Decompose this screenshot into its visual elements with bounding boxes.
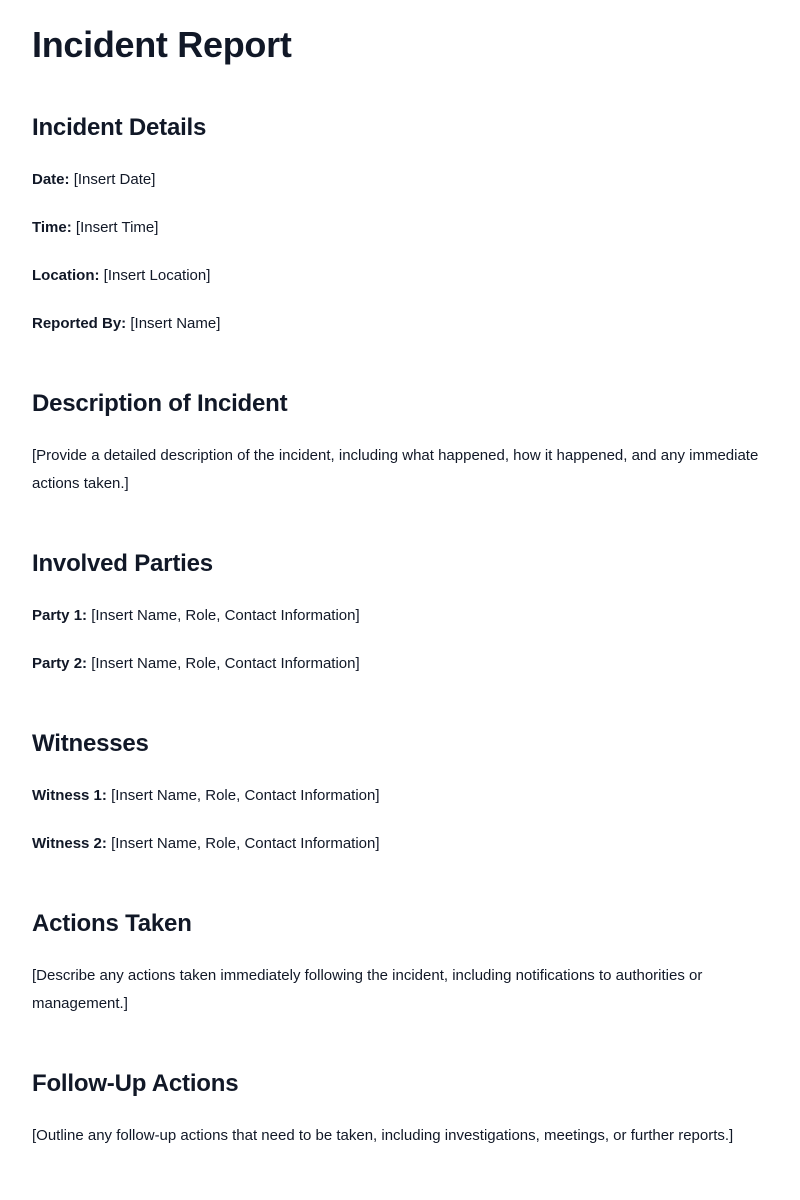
party-1-field (32, 602, 768, 630)
witness-1-value: [Insert Name, Role, Contact Information] (111, 787, 380, 804)
witnesses-heading: Witnesses (32, 730, 149, 757)
follow-up-heading: Follow-Up Actions (32, 1070, 239, 1097)
party-2-field (32, 650, 768, 678)
party-2-value: [Insert Name, Role, Contact Information] (91, 655, 360, 672)
reported-by-label: Reported By: (32, 315, 127, 332)
reported-by-value: [Insert Name] (130, 315, 221, 332)
description-heading: Description of Incident (32, 390, 288, 417)
actions-taken-text: [Describe any actions taken immediately following the incident, including notifications to authorities or management.] (32, 967, 703, 1012)
location-label: Location: (32, 267, 100, 284)
document-title: Incident Report (32, 24, 292, 65)
description-text: [Provide a detailed description of the incident, including what happened, how it happened, and any immediate actions taken.] (32, 447, 759, 492)
location-value: [Insert Location] (103, 267, 211, 284)
witness-1-label: Witness 1: (32, 787, 107, 804)
time-label: Time: (32, 219, 72, 236)
witness-1-field (32, 782, 768, 810)
date-label: Date: (32, 171, 70, 188)
location-field (32, 262, 768, 290)
witnesses-section (32, 728, 768, 858)
party-2-label: Party 2: (32, 655, 88, 672)
follow-up-section (32, 1068, 768, 1150)
actions-taken-heading: Actions Taken (32, 910, 192, 937)
time-field (32, 214, 768, 242)
incident-details-section (32, 112, 768, 338)
actions-taken-section (32, 908, 768, 1018)
witness-2-label: Witness 2: (32, 835, 107, 852)
time-value: [Insert Time] (75, 219, 159, 236)
description-section (32, 388, 768, 498)
reported-by-field (32, 310, 768, 338)
witness-2-value: [Insert Name, Role, Contact Information] (111, 835, 380, 852)
follow-up-text: [Outline any follow-up actions that need to be taken, including investigations, meetings, or further reports.] (32, 1127, 734, 1144)
witness-2-field (32, 830, 768, 858)
party-1-value: [Insert Name, Role, Contact Information] (91, 607, 360, 624)
date-value: [Insert Date] (73, 171, 156, 188)
incident-details-heading: Incident Details (32, 114, 207, 141)
party-1-label: Party 1: (32, 607, 88, 624)
date-field (32, 166, 768, 194)
involved-parties-heading: Involved Parties (32, 550, 213, 577)
involved-parties-section (32, 548, 768, 678)
